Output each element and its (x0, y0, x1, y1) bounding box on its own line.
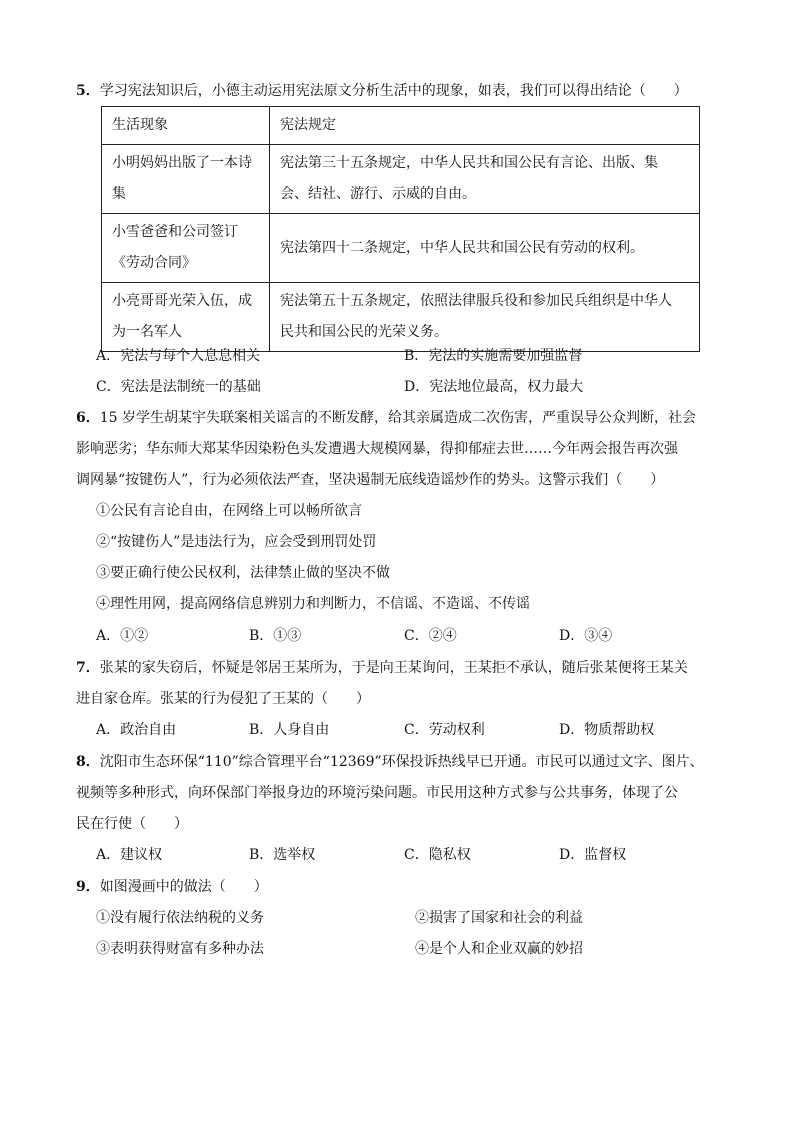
q6-statement: ①公民有言论自由，在网络上可以畅所欲言 (96, 503, 362, 519)
q5-stem (76, 81, 688, 101)
table-cell-rule (270, 214, 700, 283)
q9-statement: ④是个人和企业双赢的妙招 (415, 941, 583, 957)
q6-statement: ③要正确行使公民权利，法律禁止做的坚决不做 (96, 565, 390, 581)
q6-option-a[interactable]: A．①② (96, 628, 149, 644)
q6-stem-line: 调网暴“按键伤人”，行为必须依法严查，坚决遏制无底线造谣炒作的势头。这警示我们（ ） (76, 472, 665, 488)
q5-table (101, 106, 700, 352)
table-row (102, 283, 700, 352)
q6-number: 6． (76, 410, 100, 426)
q5-option-a[interactable]: A．宪法与每个人息息相关 (96, 348, 261, 364)
table-cell-phenomenon (102, 214, 270, 283)
q6-option-b[interactable]: B．①③ (249, 628, 302, 644)
q5-option-c[interactable]: C．宪法是法制统一的基础 (96, 379, 261, 395)
q8-stem-text: 沈阳市生态环保“110”综合管理平台“12369”环保投诉热线早已开通。市民可以通过文字、图片、 (99, 754, 704, 770)
q8-option-c[interactable]: C．隐私权 (404, 847, 471, 863)
q5-stem-text: 学习宪法知识后，小德主动运用宪法原文分析生活中的现象，如表，我们可以得出结论（ ） (99, 83, 688, 99)
cell-line: 小亮哥哥光荣入伍，成 (112, 293, 252, 309)
table-row (102, 145, 700, 214)
cell-line: 宪法第四十二条规定，中华人民共和国公民有劳动的权利。 (280, 239, 644, 256)
q8-option-a[interactable]: A．建议权 (96, 847, 163, 863)
q6-statement: ④理性用网，提高网络信息辨别力和判断力，不信谣、不造谣、不传谣 (96, 596, 530, 612)
q7-option-a[interactable]: A．政治自由 (96, 722, 177, 738)
cell-line: 为一名军人 (112, 324, 182, 340)
q8-stem-line (76, 752, 704, 772)
q7-stem-text: 张某的家失窃后，怀疑是邻居王某所为，于是向王某询问，王某拒不承认，随后张某便将王某关 (99, 660, 688, 676)
q7-stem-line (76, 658, 688, 678)
table-header-row (102, 107, 700, 145)
table-header-cell: 生活现象 (102, 107, 270, 145)
q8-option-b[interactable]: B．选举权 (249, 847, 316, 863)
q6-option-c[interactable]: C．②④ (404, 628, 457, 644)
table-row (102, 214, 700, 283)
q8-stem-line: 视频等多种形式，向环保部门举报身边的环境污染问题。市民用这种方式参与公共事务，体现了公 (76, 785, 678, 801)
cell-line: 小明妈妈出版了一本诗 (112, 155, 252, 171)
q7-option-d[interactable]: D．物质帮助权 (559, 722, 655, 738)
q8-option-d[interactable]: D．监督权 (559, 847, 627, 863)
q5-option-d[interactable]: D．宪法地位最高，权力最大 (404, 379, 584, 395)
q5-number: 5． (76, 83, 100, 99)
q9-statement: ①没有履行依法纳税的义务 (96, 910, 264, 926)
q6-stem-text: 15 岁学生胡某宇失联案相关谣言的不断发酵，给其亲属造成二次伤害，严重误导公众判断，社会 (99, 410, 697, 426)
q6-stem-line (76, 408, 696, 428)
q6-option-d[interactable]: D．③④ (559, 628, 613, 644)
q9-statement: ③表明获得财富有多种办法 (96, 941, 264, 957)
q8-number: 8． (76, 754, 100, 770)
table-cell-rule (270, 283, 700, 352)
cell-line: 小雪爸爸和公司签订 (112, 224, 238, 240)
cell-line: 《劳动合同》 (112, 255, 196, 271)
table-header-cell: 宪法规定 (270, 107, 700, 145)
q7-stem-line: 进自家仓库。张某的行为侵犯了王某的（ ） (76, 691, 370, 707)
q7-option-b[interactable]: B．人身自由 (249, 722, 330, 738)
q9-statement: ②损害了国家和社会的利益 (415, 910, 583, 926)
table-cell-phenomenon (102, 145, 270, 214)
cell-line: 宪法第五十五条规定，依照法律服兵役和参加民兵组织是中华人 (280, 293, 672, 309)
q6-statement: ②“按键伤人”是违法行为，应会受到刑罚处罚 (96, 534, 377, 550)
q8-stem-line: 民在行使（ ） (76, 816, 188, 832)
cell-line: 会、结社、游行、示威的自由。 (280, 186, 476, 202)
cell-line: 宪法第三十五条规定，中华人民共和国公民有言论、出版、集 (280, 155, 658, 171)
cell-line: 民共和国公民的光荣义务。 (280, 324, 448, 340)
cell-line: 集 (112, 186, 126, 202)
q7-option-c[interactable]: C．劳动权利 (404, 722, 485, 738)
table-cell-rule (270, 145, 700, 214)
q6-stem-line: 影响恶劣；华东师大郑某华因染粉色头发遭遇大规模网暴，得抑郁症去世……今年两会报告再次强 (76, 441, 678, 457)
q7-number: 7． (76, 660, 100, 676)
q9-stem-line (76, 877, 268, 897)
table-cell-phenomenon (102, 283, 270, 352)
q5-option-b[interactable]: B．宪法的实施需要加强监督 (404, 348, 583, 364)
q9-stem-text: 如图漫画中的做法（ ） (99, 879, 268, 895)
q9-number: 9． (76, 879, 100, 895)
